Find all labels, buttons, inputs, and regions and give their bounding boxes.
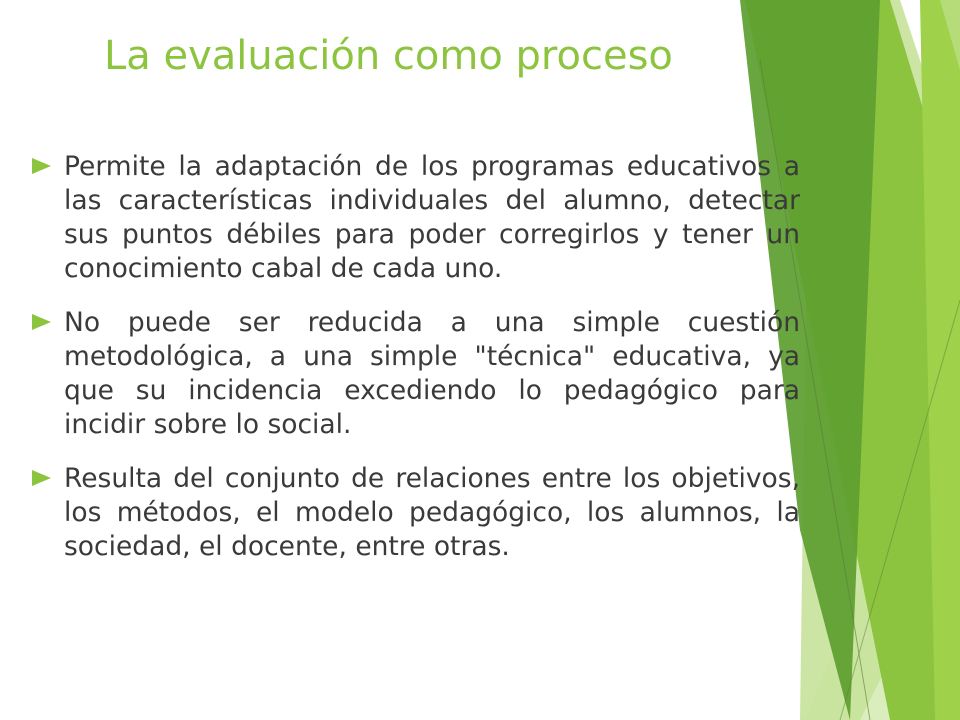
list-item	[32, 306, 800, 442]
arrow-bullet-icon	[32, 470, 51, 486]
bullet-list	[32, 150, 800, 584]
bullet-text: Permite la adaptación de los programas educativos a las características individuales del alumno, detectar sus puntos débiles para poder corregirlos y tener un conocimiento cabal de cada uno.	[64, 151, 800, 284]
bullet-text: Resulta del conjunto de relaciones entre los objetivos, los métodos, el modelo pedagógico, los alumnos, la sociedad, el docente, entre otras.	[64, 463, 800, 562]
list-item	[32, 462, 800, 564]
slide-title: La evaluación como proceso	[104, 33, 673, 79]
arrow-bullet-icon	[32, 158, 51, 174]
bullet-text: No puede ser reducida a una simple cuestión metodológica, a una simple "técnica" educativa, ya que su incidencia excediendo lo pedagógico para incidir sobre lo social.	[64, 307, 800, 440]
arrow-bullet-icon	[32, 314, 51, 330]
list-item	[32, 150, 800, 286]
